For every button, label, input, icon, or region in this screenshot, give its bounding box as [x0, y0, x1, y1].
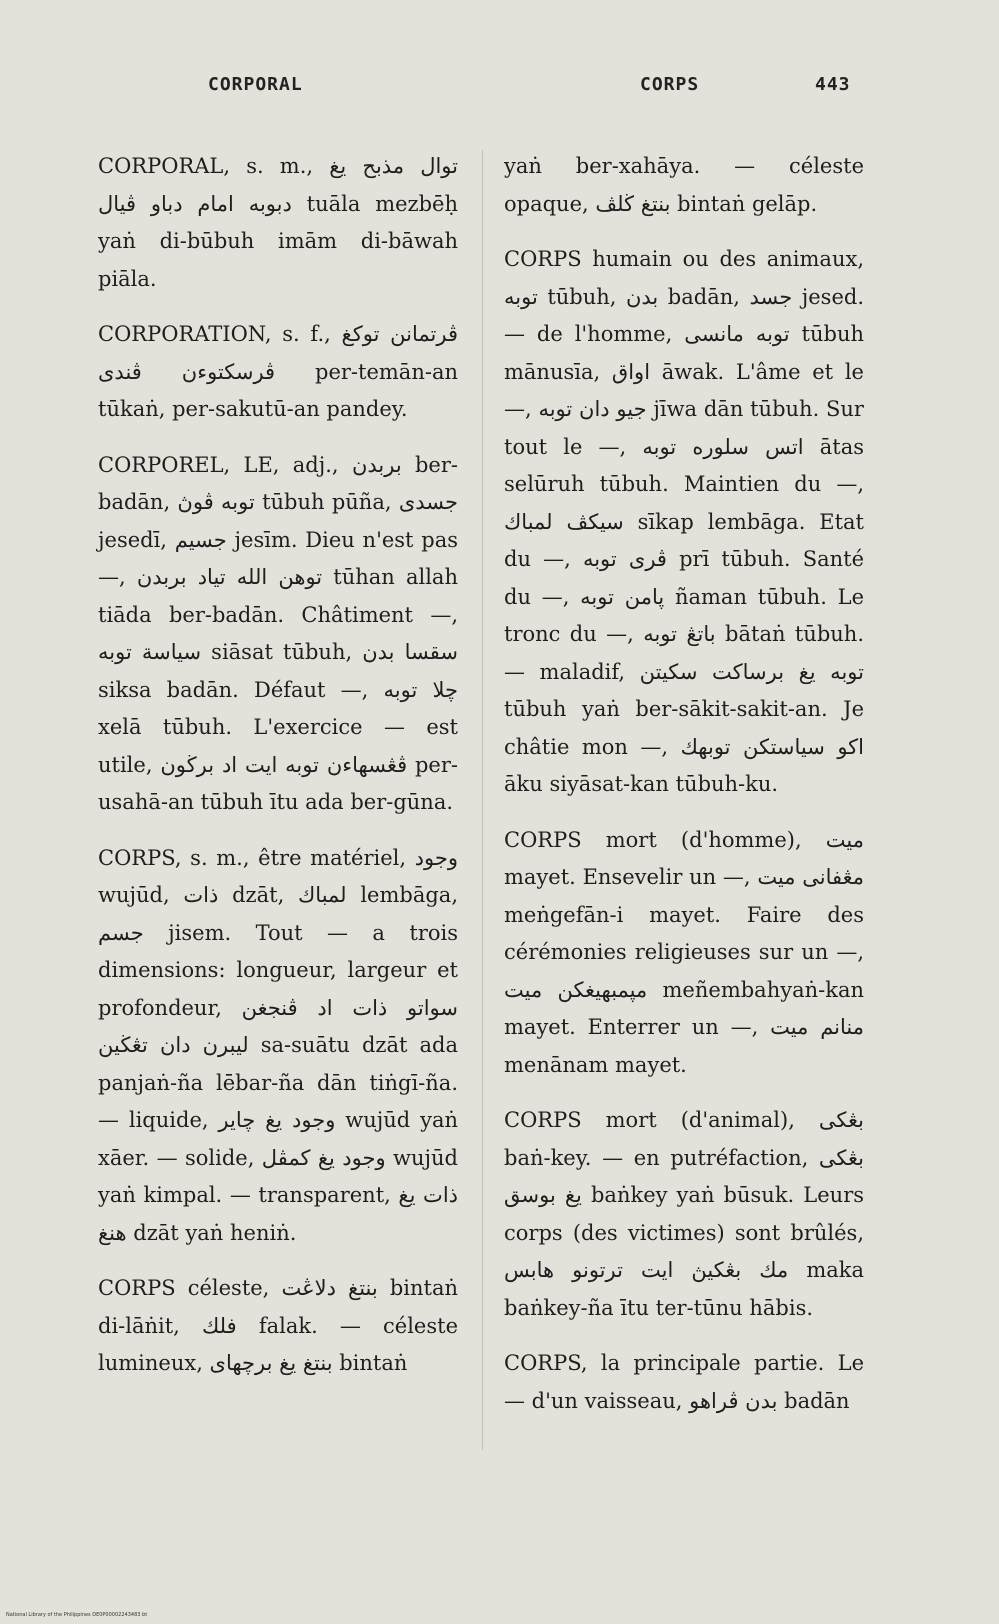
running-head-left: CORPORAL — [208, 74, 303, 95]
entry-corps-mort-animal: CORPS mort (d'animal), بڠكى baṅ-key. — en putréfaction, بڠكى يغ بوسق baṅkey yaṅ būsuk. Leurs corps (des victimes) sont brûlés, مك بڠكيڽ ايت ترتونو هابس maka baṅkey-ña ītu ter-tūnu hābis. — [504, 1108, 865, 1320]
entry-corps-mort-homme: CORPS mort (d'homme), ميت mayet. Ensevelir un —, مڠفانى ميت meṅgefān-i mayet. Faire des cérémonies religieuses sur un —, مڽمبهيغكن ميت meñembahyaṅ-kan mayet. Enterrer un —, منانم ميت menānam mayet. — [504, 827, 864, 1077]
entry-corps: CORPS, s. m., être matériel, وجود wujūd, ذات dzāt, لمباك lembāga, جسم jisem. Tout — a trois dimensions: longueur, largeur et profondeur, سواتو ذات اد ڤنجغن ليبرن دان تڠڬين sa-suātu dzāt ada panjaṅ-ña lēbar-ña dān tiṅgī-ña. — liquide, وجود يغ چاير wujūd yaṅ xāer. — solide, وجود يغ كمڤل wujūd yaṅ kimpal. — transparent, ذات يغ هنغ dzāt yaṅ heniṅ. — [98, 845, 459, 1245]
left-column — [98, 148, 458, 1401]
entry-corps-principale: CORPS, la principale partie. Le — d'un vaisseau, بدن ڤراهو badān — [504, 1351, 864, 1413]
right-column — [504, 148, 864, 1438]
page-number: 443 — [815, 74, 851, 95]
entry-corporation: CORPORATION, s. f., ڤرتمانن توكغ ڤرسكتوءن ڤندى per-temān-an tūkaṅ, per-sakutū-an pandey. — [98, 322, 458, 421]
entry-corporel: CORPOREL, LE, adj., بربدن ber-badān, توبه ڤوڽ tūbuh pūña, جسدى jesedī, جسيم jesīm. Dieu n'est pas —, توهن الله تياد بربدن tūhan allah tiāda ber-badān. Châtiment —, سياسة توبه siāsat tūbuh, سقسا بدن siksa badān. Défaut —, چلا توبه xelā tūbuh. L'exercice — est utile, ڤڠسهاءن توبه ايت اد برڬون per-usahā-an tūbuh ītu ada ber-gūna. — [98, 452, 458, 814]
entry-corps-celeste: CORPS céleste, بنتغ دلاڠت bintaṅ di-lāṅit, فلك falak. — céleste lumineux, بنتغ يغ برچهاى bintaṅ — [98, 1276, 458, 1375]
entry-corporal: CORPORAL, s. m., توال مذبح يغ دبوبه امام دباو ڤيال tuāla mezbēḥ yaṅ di-būbuh imām di-bāwah piāla. — [98, 154, 458, 291]
entry-corps-humain: CORPS humain ou des animaux, توبه tūbuh, بدن badān, جسد jesed. — de l'homme, توبه مانسى tūbuh mānusīa, اواق āwak. L'âme et le —, جيو دان توبه jīwa dān tūbuh. Sur tout le —, اتس سلوره توبه ātas selūruh tūbuh. Maintien du —, سيكڤ لمباك sīkap lembāga. Etat du —, ڤرى توبه prī tūbuh. Santé du —, ڽامن توبه ñaman tūbuh. Le tronc du —, باتڠ توبه bātaṅ tūbuh. — maladif, توبه يغ برساكت سكيتن tūbuh yaṅ ber-sākit-sakit-an. Je châtie mon —, اكو سياستكن توبهك āku siyāsat-kan tūbuh-ku. — [504, 247, 865, 796]
library-stamp: National Library of the Philippines DE0P00002243483 bt — [6, 1612, 148, 1618]
entry-corps-celeste-cont: yaṅ ber-xahāya. — céleste opaque, بنتغ ڬلڤ bintaṅ gelāp. — [504, 154, 864, 216]
column-divider — [482, 150, 483, 1450]
running-head-center: CORPS — [640, 74, 700, 95]
